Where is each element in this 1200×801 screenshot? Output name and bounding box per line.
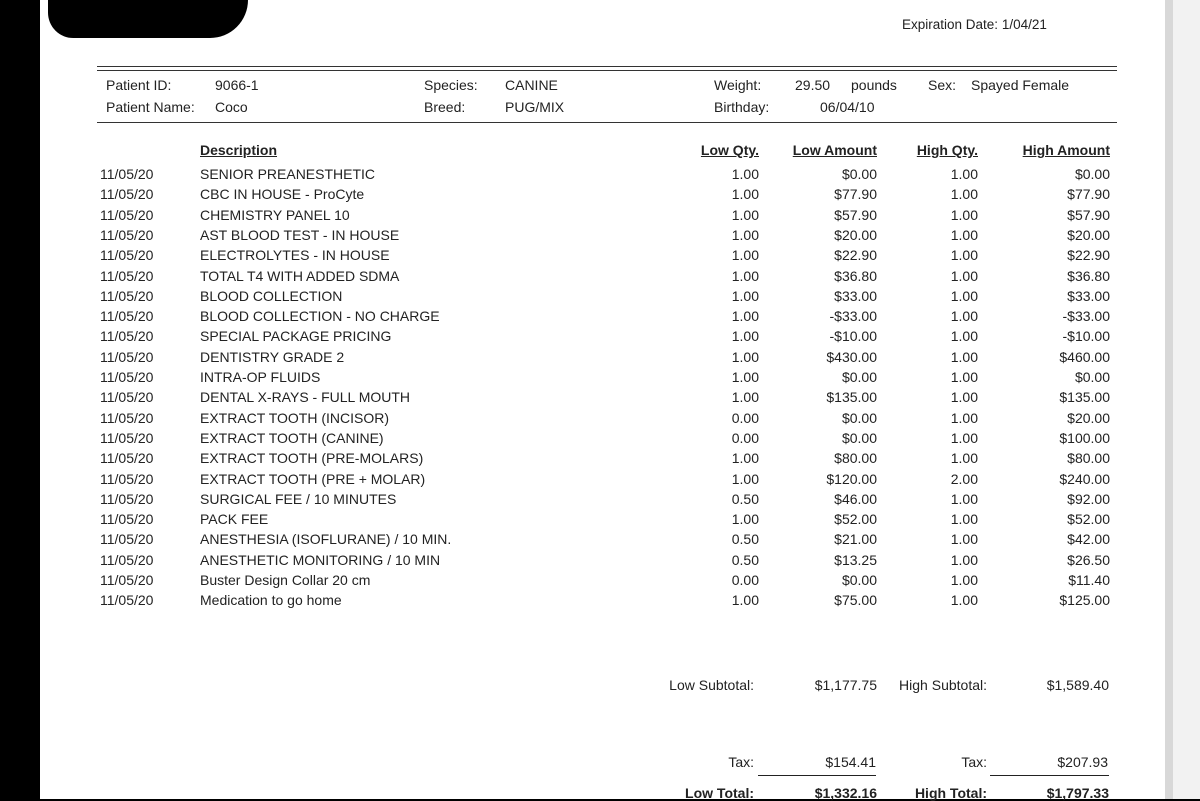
table-row — [0, 471, 1200, 491]
row-description: EXTRACT TOOTH (PRE-MOLARS) — [200, 450, 424, 467]
row-high-qty: 1.00 — [950, 572, 978, 588]
row-low-qty: 1.00 — [731, 166, 759, 182]
row-high-amount: $20.00 — [1067, 409, 1110, 426]
row-high-amount: $240.00 — [1059, 470, 1110, 487]
row-high-amount: $460.00 — [1059, 348, 1110, 365]
col-description: Description — [200, 142, 278, 158]
expiration-date — [902, 17, 1047, 32]
row-date: 11/05/20 — [100, 409, 154, 426]
row-high-qty: 1.00 — [950, 490, 978, 507]
row-low-amount: $13.25 — [834, 551, 877, 568]
weight-label: Weight: — [714, 77, 762, 93]
row-high-amount: $42.00 — [1067, 531, 1110, 548]
row-high-qty: 1.00 — [950, 348, 978, 365]
row-high-amount: -$33.00 — [1062, 308, 1110, 325]
row-description: DENTISTRY GRADE 2 — [200, 348, 345, 365]
row-low-amount: $120.00 — [826, 470, 877, 487]
row-date: 11/05/20 — [100, 206, 154, 223]
patient-box-top-line-2 — [97, 70, 1117, 71]
row-high-amount: $20.00 — [1067, 226, 1110, 243]
high-subtotal-value: $1,589.40 — [1046, 677, 1109, 693]
row-low-amount: -$10.00 — [829, 328, 877, 345]
row-high-amount: $77.90 — [1067, 186, 1110, 203]
row-description: PACK FEE — [200, 511, 269, 528]
table-row — [0, 186, 1200, 206]
species-value: CANINE — [505, 77, 558, 93]
row-high-qty: 1.00 — [950, 186, 978, 203]
row-date: 11/05/20 — [100, 186, 154, 203]
row-description: BLOOD COLLECTION - NO CHARGE — [200, 308, 440, 325]
table-row — [0, 369, 1200, 389]
table-row — [0, 328, 1200, 348]
row-low-amount: $430.00 — [826, 348, 877, 365]
table-row — [0, 227, 1200, 247]
table-row — [0, 511, 1200, 531]
row-description: DENTAL X-RAYS - FULL MOUTH — [200, 389, 411, 406]
row-low-qty: 1.00 — [731, 592, 759, 609]
row-low-qty: 1.00 — [731, 308, 759, 325]
row-low-qty: 1.00 — [731, 470, 759, 487]
row-low-amount: $0.00 — [841, 572, 877, 588]
row-low-qty: 1.00 — [731, 287, 759, 304]
row-date: 11/05/20 — [100, 328, 154, 345]
weight-value: 29.50 — [795, 77, 831, 93]
row-high-amount: $22.90 — [1067, 247, 1110, 264]
row-description: CHEMISTRY PANEL 10 — [200, 206, 350, 223]
row-date: 11/05/20 — [100, 348, 154, 365]
redaction-mark — [48, 0, 248, 38]
low-total-value: $1,332.16 — [814, 785, 877, 801]
row-low-amount: $0.00 — [841, 166, 877, 182]
row-date: 11/05/20 — [100, 247, 154, 264]
low-total-label: Low Total: — [685, 785, 754, 801]
weight-unit: pounds — [851, 77, 897, 93]
row-description: EXTRACT TOOTH (INCISOR) — [200, 409, 390, 426]
row-low-amount: $20.00 — [834, 226, 877, 243]
table-row — [0, 166, 1200, 186]
row-low-qty: 1.00 — [731, 348, 759, 365]
table-row — [0, 572, 1200, 592]
birthday-value: 06/04/10 — [820, 99, 875, 115]
species-label: Species: — [424, 77, 478, 93]
row-description: INTRA-OP FLUIDS — [200, 369, 321, 385]
row-description: SPECIAL PACKAGE PRICING — [200, 328, 392, 345]
row-low-qty: 0.50 — [731, 551, 759, 568]
high-total-rule — [990, 775, 1109, 776]
col-high-amount: High Amount — [1022, 142, 1110, 158]
row-low-amount: $46.00 — [834, 490, 877, 507]
row-high-amount: $52.00 — [1067, 511, 1110, 528]
row-low-amount: $77.90 — [834, 186, 877, 203]
row-low-qty: 0.00 — [731, 429, 759, 446]
breed-label: Breed: — [424, 99, 466, 115]
row-date: 11/05/20 — [100, 267, 154, 284]
row-date: 11/05/20 — [100, 369, 154, 385]
table-row — [0, 531, 1200, 551]
row-high-amount: $135.00 — [1059, 389, 1110, 406]
row-description: SENIOR PREANESTHETIC — [200, 166, 376, 182]
row-high-amount: $80.00 — [1067, 450, 1110, 467]
table-row — [0, 592, 1200, 612]
sex-value: Spayed Female — [971, 77, 1070, 93]
high-total-label: High Total: — [914, 785, 987, 801]
row-date: 11/05/20 — [100, 490, 154, 507]
table-row — [0, 450, 1200, 470]
table-row — [0, 410, 1200, 430]
row-low-qty: 0.00 — [731, 409, 759, 426]
row-high-amount: $33.00 — [1067, 287, 1110, 304]
row-low-amount: $0.00 — [841, 369, 877, 385]
row-description: EXTRACT TOOTH (PRE + MOLAR) — [200, 470, 426, 487]
row-high-qty: 1.00 — [950, 531, 978, 548]
col-high-qty: High Qty. — [916, 142, 978, 158]
row-date: 11/05/20 — [100, 470, 154, 487]
row-low-amount: $75.00 — [834, 592, 877, 609]
row-low-amount: $22.90 — [834, 247, 877, 264]
row-date: 11/05/20 — [100, 592, 154, 609]
row-date: 11/05/20 — [100, 308, 154, 325]
row-description: CBC IN HOUSE - ProCyte — [200, 186, 365, 203]
row-low-amount: $135.00 — [826, 389, 877, 406]
table-row — [0, 552, 1200, 572]
row-high-qty: 1.00 — [950, 247, 978, 264]
row-high-qty: 1.00 — [950, 308, 978, 325]
row-date: 11/05/20 — [100, 389, 154, 406]
patient-name-label: Patient Name: — [106, 99, 195, 115]
row-low-qty: 1.00 — [731, 247, 759, 264]
row-low-qty: 1.00 — [731, 186, 759, 203]
row-high-qty: 1.00 — [950, 450, 978, 467]
low-subtotal-value: $1,177.75 — [814, 677, 877, 693]
row-high-qty: 1.00 — [950, 267, 978, 284]
row-high-qty: 1.00 — [950, 551, 978, 568]
high-tax-value: $207.93 — [1057, 754, 1108, 770]
row-date: 11/05/20 — [100, 551, 154, 568]
low-subtotal-label: Low Subtotal: — [669, 677, 754, 693]
row-low-amount: $57.90 — [834, 206, 877, 223]
row-low-qty: 1.00 — [731, 328, 759, 345]
row-high-qty: 1.00 — [950, 369, 978, 385]
row-low-qty: 0.00 — [731, 572, 759, 588]
row-high-qty: 1.00 — [950, 206, 978, 223]
row-low-amount: $36.80 — [834, 267, 877, 284]
row-low-qty: 1.00 — [731, 226, 759, 243]
table-row — [0, 288, 1200, 308]
row-description: Medication to go home — [200, 592, 342, 609]
row-high-qty: 1.00 — [950, 409, 978, 426]
row-high-qty: 1.00 — [950, 287, 978, 304]
patient-box-top-line — [97, 66, 1117, 67]
row-high-amount: $36.80 — [1067, 267, 1110, 284]
patient-name-value: Coco — [215, 99, 248, 115]
row-high-qty: 1.00 — [950, 511, 978, 528]
table-row — [0, 491, 1200, 511]
row-high-qty: 1.00 — [950, 226, 978, 243]
row-high-qty: 1.00 — [950, 429, 978, 446]
row-high-amount: $0.00 — [1074, 166, 1110, 182]
row-description: TOTAL T4 WITH ADDED SDMA — [200, 267, 400, 284]
row-description: ANESTHETIC MONITORING / 10 MIN — [200, 551, 441, 568]
row-date: 11/05/20 — [100, 226, 154, 243]
table-row — [0, 207, 1200, 227]
row-high-qty: 1.00 — [950, 389, 978, 406]
row-low-amount: $80.00 — [834, 450, 877, 467]
patient-box-bottom-line — [97, 122, 1117, 123]
row-low-qty: 0.50 — [731, 490, 759, 507]
table-row — [0, 389, 1200, 409]
row-low-qty: 0.50 — [731, 531, 759, 548]
row-date: 11/05/20 — [100, 572, 154, 588]
row-date: 11/05/20 — [100, 166, 154, 182]
row-high-amount: $0.00 — [1074, 369, 1110, 385]
row-date: 11/05/20 — [100, 531, 154, 548]
row-low-qty: 1.00 — [731, 369, 759, 385]
sex-label: Sex: — [928, 77, 957, 93]
row-high-qty: 1.00 — [950, 328, 978, 345]
row-date: 11/05/20 — [100, 429, 154, 446]
row-high-amount: $125.00 — [1059, 592, 1110, 609]
row-high-amount: $11.40 — [1068, 572, 1110, 588]
row-high-qty: 2.00 — [950, 470, 978, 487]
row-high-amount: -$10.00 — [1062, 328, 1110, 345]
breed-value: PUG/MIX — [505, 99, 565, 115]
col-low-qty: Low Qty. — [700, 142, 759, 158]
row-low-amount: $0.00 — [841, 429, 877, 446]
low-total-rule — [758, 775, 876, 776]
row-low-qty: 1.00 — [731, 267, 759, 284]
row-description: AST BLOOD TEST - IN HOUSE — [200, 226, 400, 243]
table-header — [0, 142, 1200, 162]
col-low-amount: Low Amount — [792, 142, 877, 158]
birthday-label: Birthday: — [714, 99, 770, 115]
table-row — [0, 430, 1200, 450]
row-description: ANESTHESIA (ISOFLURANE) / 10 MIN. — [200, 531, 452, 548]
row-low-amount: $21.00 — [834, 531, 877, 548]
row-description: ELECTROLYTES - IN HOUSE — [200, 247, 390, 264]
row-low-amount: $0.00 — [841, 409, 877, 426]
high-tax-label: Tax: — [961, 754, 987, 770]
patient-id-value: 9066-1 — [215, 77, 259, 93]
row-low-qty: 1.00 — [731, 206, 759, 223]
table-row — [0, 268, 1200, 288]
row-low-qty: 1.00 — [731, 450, 759, 467]
row-description: SURGICAL FEE / 10 MINUTES — [200, 490, 397, 507]
high-subtotal-label: High Subtotal: — [899, 677, 987, 693]
row-description: EXTRACT TOOTH (CANINE) — [200, 429, 384, 446]
row-high-qty: 1.00 — [950, 592, 978, 609]
expiration-label: Expiration Date: — [902, 17, 999, 32]
row-date: 11/05/20 — [100, 450, 154, 467]
low-tax-label: Tax: — [728, 754, 754, 770]
low-tax-value: $154.41 — [825, 754, 876, 770]
row-description: BLOOD COLLECTION — [200, 287, 343, 304]
row-low-amount: $33.00 — [834, 287, 877, 304]
table-row — [0, 247, 1200, 267]
row-high-qty: 1.00 — [950, 166, 978, 182]
row-high-amount: $92.00 — [1067, 490, 1110, 507]
row-low-qty: 1.00 — [731, 389, 759, 406]
table-row — [0, 349, 1200, 369]
row-description: Buster Design Collar 20 cm — [200, 572, 371, 588]
row-low-qty: 1.00 — [731, 511, 759, 528]
expiration-value: 1/04/21 — [1001, 17, 1047, 32]
patient-id-label: Patient ID: — [106, 77, 172, 93]
row-date: 11/05/20 — [100, 287, 154, 304]
row-high-amount: $26.50 — [1067, 551, 1110, 568]
high-total-value: $1,797.33 — [1046, 785, 1109, 801]
row-high-amount: $100.00 — [1059, 429, 1110, 446]
row-date: 11/05/20 — [100, 511, 154, 528]
row-high-amount: $57.90 — [1067, 206, 1110, 223]
row-low-amount: -$33.00 — [829, 308, 877, 325]
row-low-amount: $52.00 — [834, 511, 877, 528]
table-row — [0, 308, 1200, 328]
